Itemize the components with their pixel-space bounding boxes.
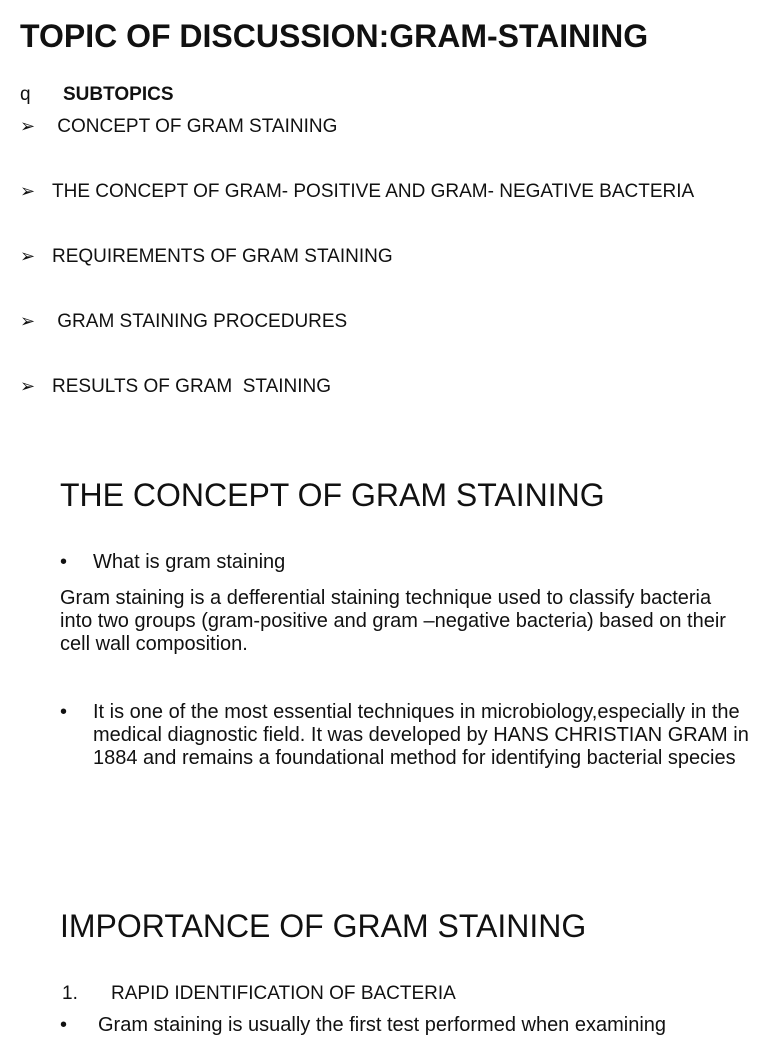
subtopic-item bbox=[20, 181, 694, 203]
subtopic-text: THE CONCEPT OF GRAM- POSITIVE AND GRAM- NEGATIVE BACTERIA bbox=[52, 181, 695, 202]
arrow-bullet-icon: ➢ bbox=[20, 246, 36, 266]
section-heading-importance: IMPORTANCE OF GRAM STAINING bbox=[60, 908, 587, 944]
bullet-dot-icon: • bbox=[60, 701, 68, 723]
cut-off-text: Gram staining is usually the first test performed when examining bbox=[98, 1014, 667, 1036]
definition-paragraph: Gram staining is a defferential staining technique used to classify bacteria into two groups (gram-positive and gram –negative bacteria) based on their cell wall composition. bbox=[60, 587, 726, 655]
arrow-bullet-icon: ➢ bbox=[20, 116, 36, 136]
subtopics-label: SUBTOPICS bbox=[63, 84, 174, 105]
page-title: TOPIC OF DISCUSSION:GRAM-STAINING bbox=[20, 18, 649, 54]
question-text: What is gram staining bbox=[93, 551, 286, 573]
bullet-dot-icon: • bbox=[60, 551, 68, 573]
numbered-item bbox=[62, 983, 456, 1005]
arrow-bullet-icon: ➢ bbox=[20, 181, 36, 201]
item-number: 1. bbox=[62, 983, 78, 1004]
item-label: RAPID IDENTIFICATION OF BACTERIA bbox=[111, 983, 456, 1004]
subtopic-text: GRAM STAINING PROCEDURES bbox=[52, 311, 348, 332]
arrow-bullet-icon: ➢ bbox=[20, 311, 36, 331]
note-bullet bbox=[60, 701, 750, 770]
subtopic-item bbox=[20, 376, 331, 398]
subtopic-text: REQUIREMENTS OF GRAM STAINING bbox=[52, 246, 393, 267]
question-bullet bbox=[60, 551, 285, 574]
bullet-dot-icon: • bbox=[60, 1014, 68, 1036]
subtopic-text: CONCEPT OF GRAM STAINING bbox=[52, 116, 338, 137]
cut-off-bullet bbox=[60, 1014, 666, 1037]
arrow-bullet-icon: ➢ bbox=[20, 376, 36, 396]
subtopics-header bbox=[20, 84, 174, 106]
subtopic-text: RESULTS OF GRAM STAINING bbox=[52, 376, 332, 397]
subtopics-marker: q bbox=[20, 84, 31, 105]
subtopic-item bbox=[20, 311, 347, 333]
subtopic-item bbox=[20, 246, 393, 268]
note-text: It is one of the most essential techniques in microbiology,especially in the medical diagnostic field. It was developed by HANS CHRISTIAN GRAM in 1884 and remains a foundational method for identifying bacterial species bbox=[93, 701, 749, 769]
section-heading-concept: THE CONCEPT OF GRAM STAINING bbox=[60, 477, 605, 513]
subtopic-item bbox=[20, 116, 337, 138]
